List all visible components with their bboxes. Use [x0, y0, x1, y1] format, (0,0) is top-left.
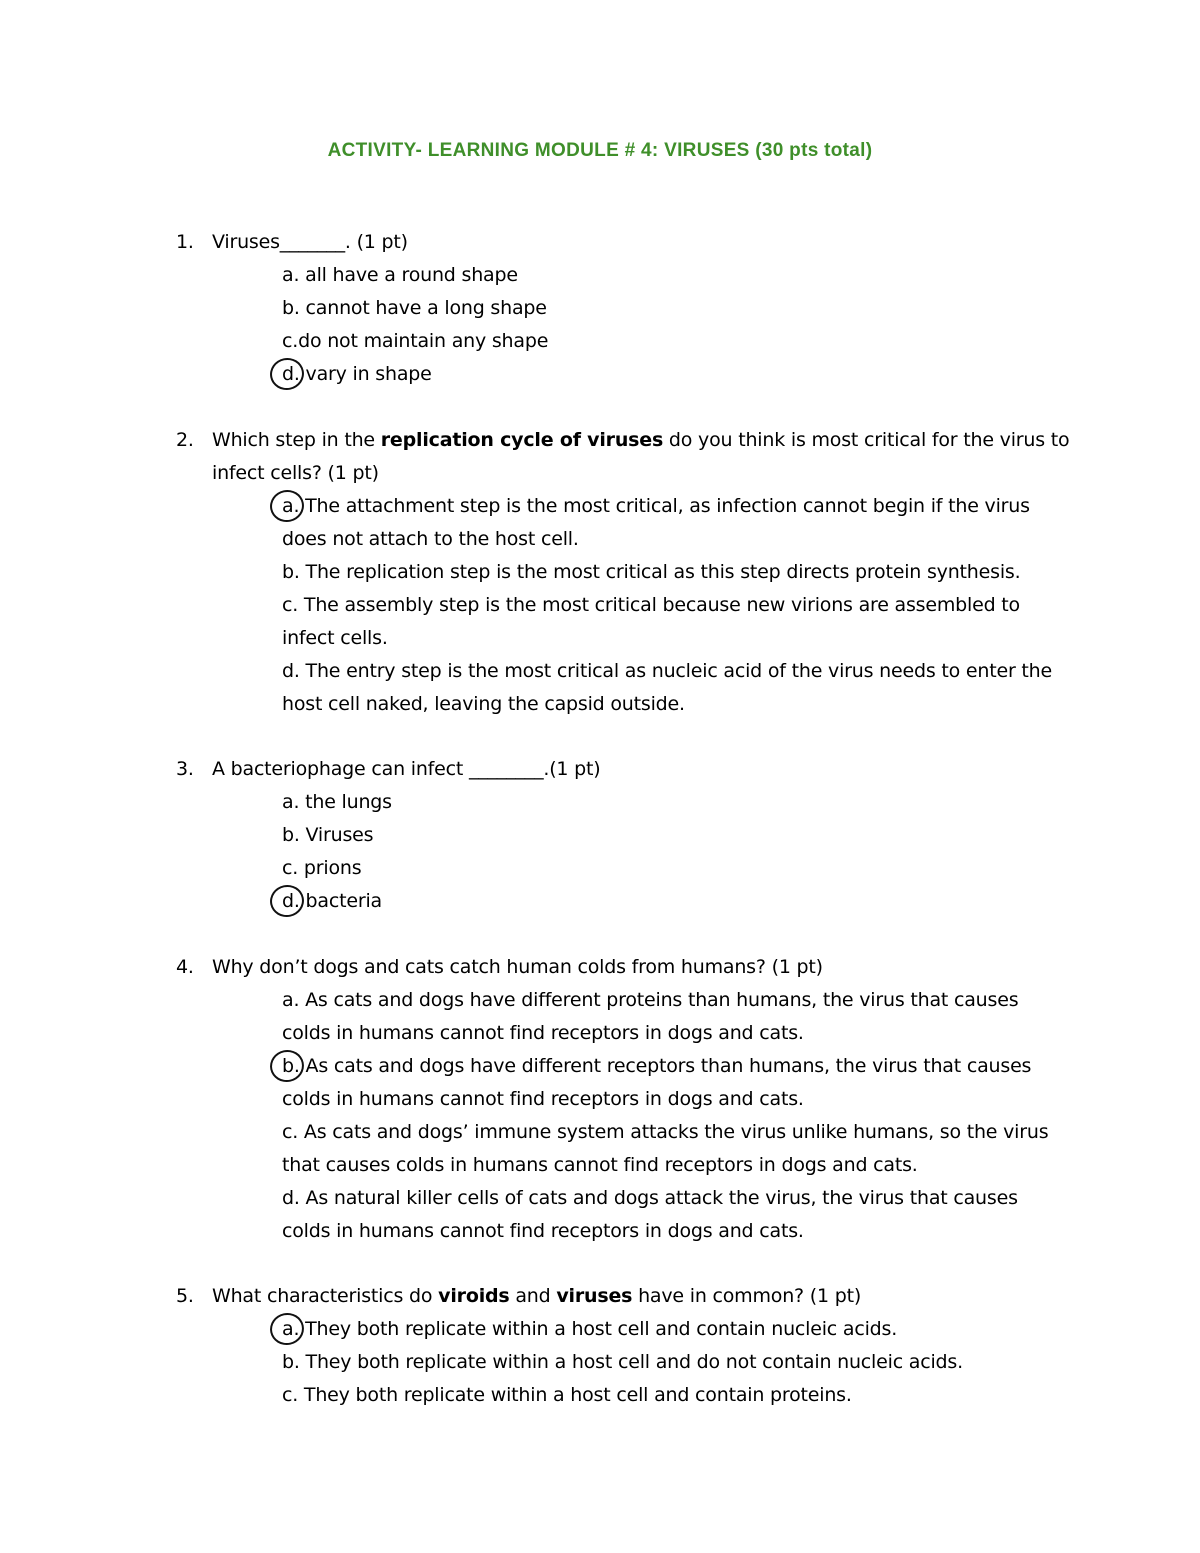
answer-circle-mark: [267, 1310, 307, 1348]
option-a: [282, 490, 1076, 523]
answer-circle-mark: [267, 1047, 307, 1085]
option-d-cont: colds in humans cannot find receptors in dogs and cats.: [282, 1220, 804, 1242]
option-c-cont: infect cells.: [282, 627, 388, 649]
stem-text: and: [509, 1285, 557, 1307]
answer-circle-mark: [267, 487, 307, 525]
option-a: [282, 1313, 1076, 1346]
option-d: [282, 885, 1076, 918]
option-c-cont: that causes colds in humans cannot find receptors in dogs and cats.: [282, 1154, 918, 1176]
question-1: [176, 226, 1076, 391]
question-stem: Viruses_______. (1 pt): [212, 231, 408, 253]
question-number: 2.: [176, 429, 194, 451]
question-4: [176, 951, 1076, 1248]
option-b: b. cannot have a long shape: [282, 297, 547, 319]
question-2: [176, 424, 1076, 721]
option-d-text: d. vary in shape: [282, 363, 432, 385]
stem-keyword: viruses: [556, 1285, 633, 1307]
answer-circle-mark: [267, 355, 307, 393]
option-d-cont: host cell naked, leaving the capsid outside.: [282, 693, 685, 715]
question-number: 3.: [176, 758, 194, 780]
answer-circle-mark: [267, 882, 307, 920]
question-5: [176, 1280, 1076, 1412]
option-b: [282, 1050, 1076, 1083]
question-stem-line2: infect cells? (1 pt): [212, 462, 379, 484]
option-a-text: a. They both replicate within a host cell and contain nucleic acids.: [282, 1318, 898, 1340]
question-stem: Why don’t dogs and cats catch human colds from humans? (1 pt): [212, 956, 823, 978]
question-stem: [212, 1280, 1076, 1313]
option-b-cont: colds in humans cannot find receptors in dogs and cats.: [282, 1088, 804, 1110]
option-c: c. prions: [282, 857, 362, 879]
stem-text: have in common? (1 pt): [632, 1285, 862, 1307]
stem-text: Which step in the: [212, 429, 381, 451]
stem-keyword: replication cycle of viruses: [380, 429, 664, 451]
option-b: b. The replication step is the most critical as this step directs protein synthesis.: [282, 561, 1021, 583]
option-c: c. As cats and dogs’ immune system attacks the virus unlike humans, so the virus: [282, 1121, 1049, 1143]
option-a-text: a. The attachment step is the most critical, as infection cannot begin if the virus: [282, 495, 1030, 517]
question-3: [176, 753, 1076, 918]
question-number: 4.: [176, 956, 194, 978]
question-number: 1.: [176, 231, 194, 253]
option-c: c. The assembly step is the most critical because new virions are assembled to: [282, 594, 1020, 616]
stem-text: do you think is most critical for the virus to: [663, 429, 1070, 451]
stem-text: What characteristics do: [212, 1285, 439, 1307]
option-d-text: d. bacteria: [282, 890, 382, 912]
option-b: b. They both replicate within a host cell and do not contain nucleic acids.: [282, 1351, 963, 1373]
option-a: a. As cats and dogs have different proteins than humans, the virus that causes: [282, 989, 1019, 1011]
option-a: a. the lungs: [282, 791, 392, 813]
option-a: a. all have a round shape: [282, 264, 518, 286]
option-b: b. Viruses: [282, 824, 374, 846]
page-title: ACTIVITY- LEARNING MODULE # 4: VIRUSES (30 pts total): [327, 140, 873, 161]
question-stem: A bacteriophage can infect ________.(1 pt): [212, 758, 601, 780]
option-d: [282, 358, 1076, 391]
option-d: d. The entry step is the most critical as nucleic acid of the virus needs to enter the: [282, 660, 1053, 682]
option-a-cont: colds in humans cannot find receptors in dogs and cats.: [282, 1022, 804, 1044]
option-b-text: b. As cats and dogs have different receptors than humans, the virus that causes: [282, 1055, 1032, 1077]
option-a-cont: does not attach to the host cell.: [282, 528, 579, 550]
stem-keyword: viroids: [438, 1285, 510, 1307]
option-d: d. As natural killer cells of cats and dogs attack the virus, the virus that causes: [282, 1187, 1018, 1209]
option-c: c. They both replicate within a host cell and contain proteins.: [282, 1384, 852, 1406]
option-c: c.do not maintain any shape: [282, 330, 549, 352]
question-stem: [212, 424, 1076, 457]
question-number: 5.: [176, 1285, 194, 1307]
